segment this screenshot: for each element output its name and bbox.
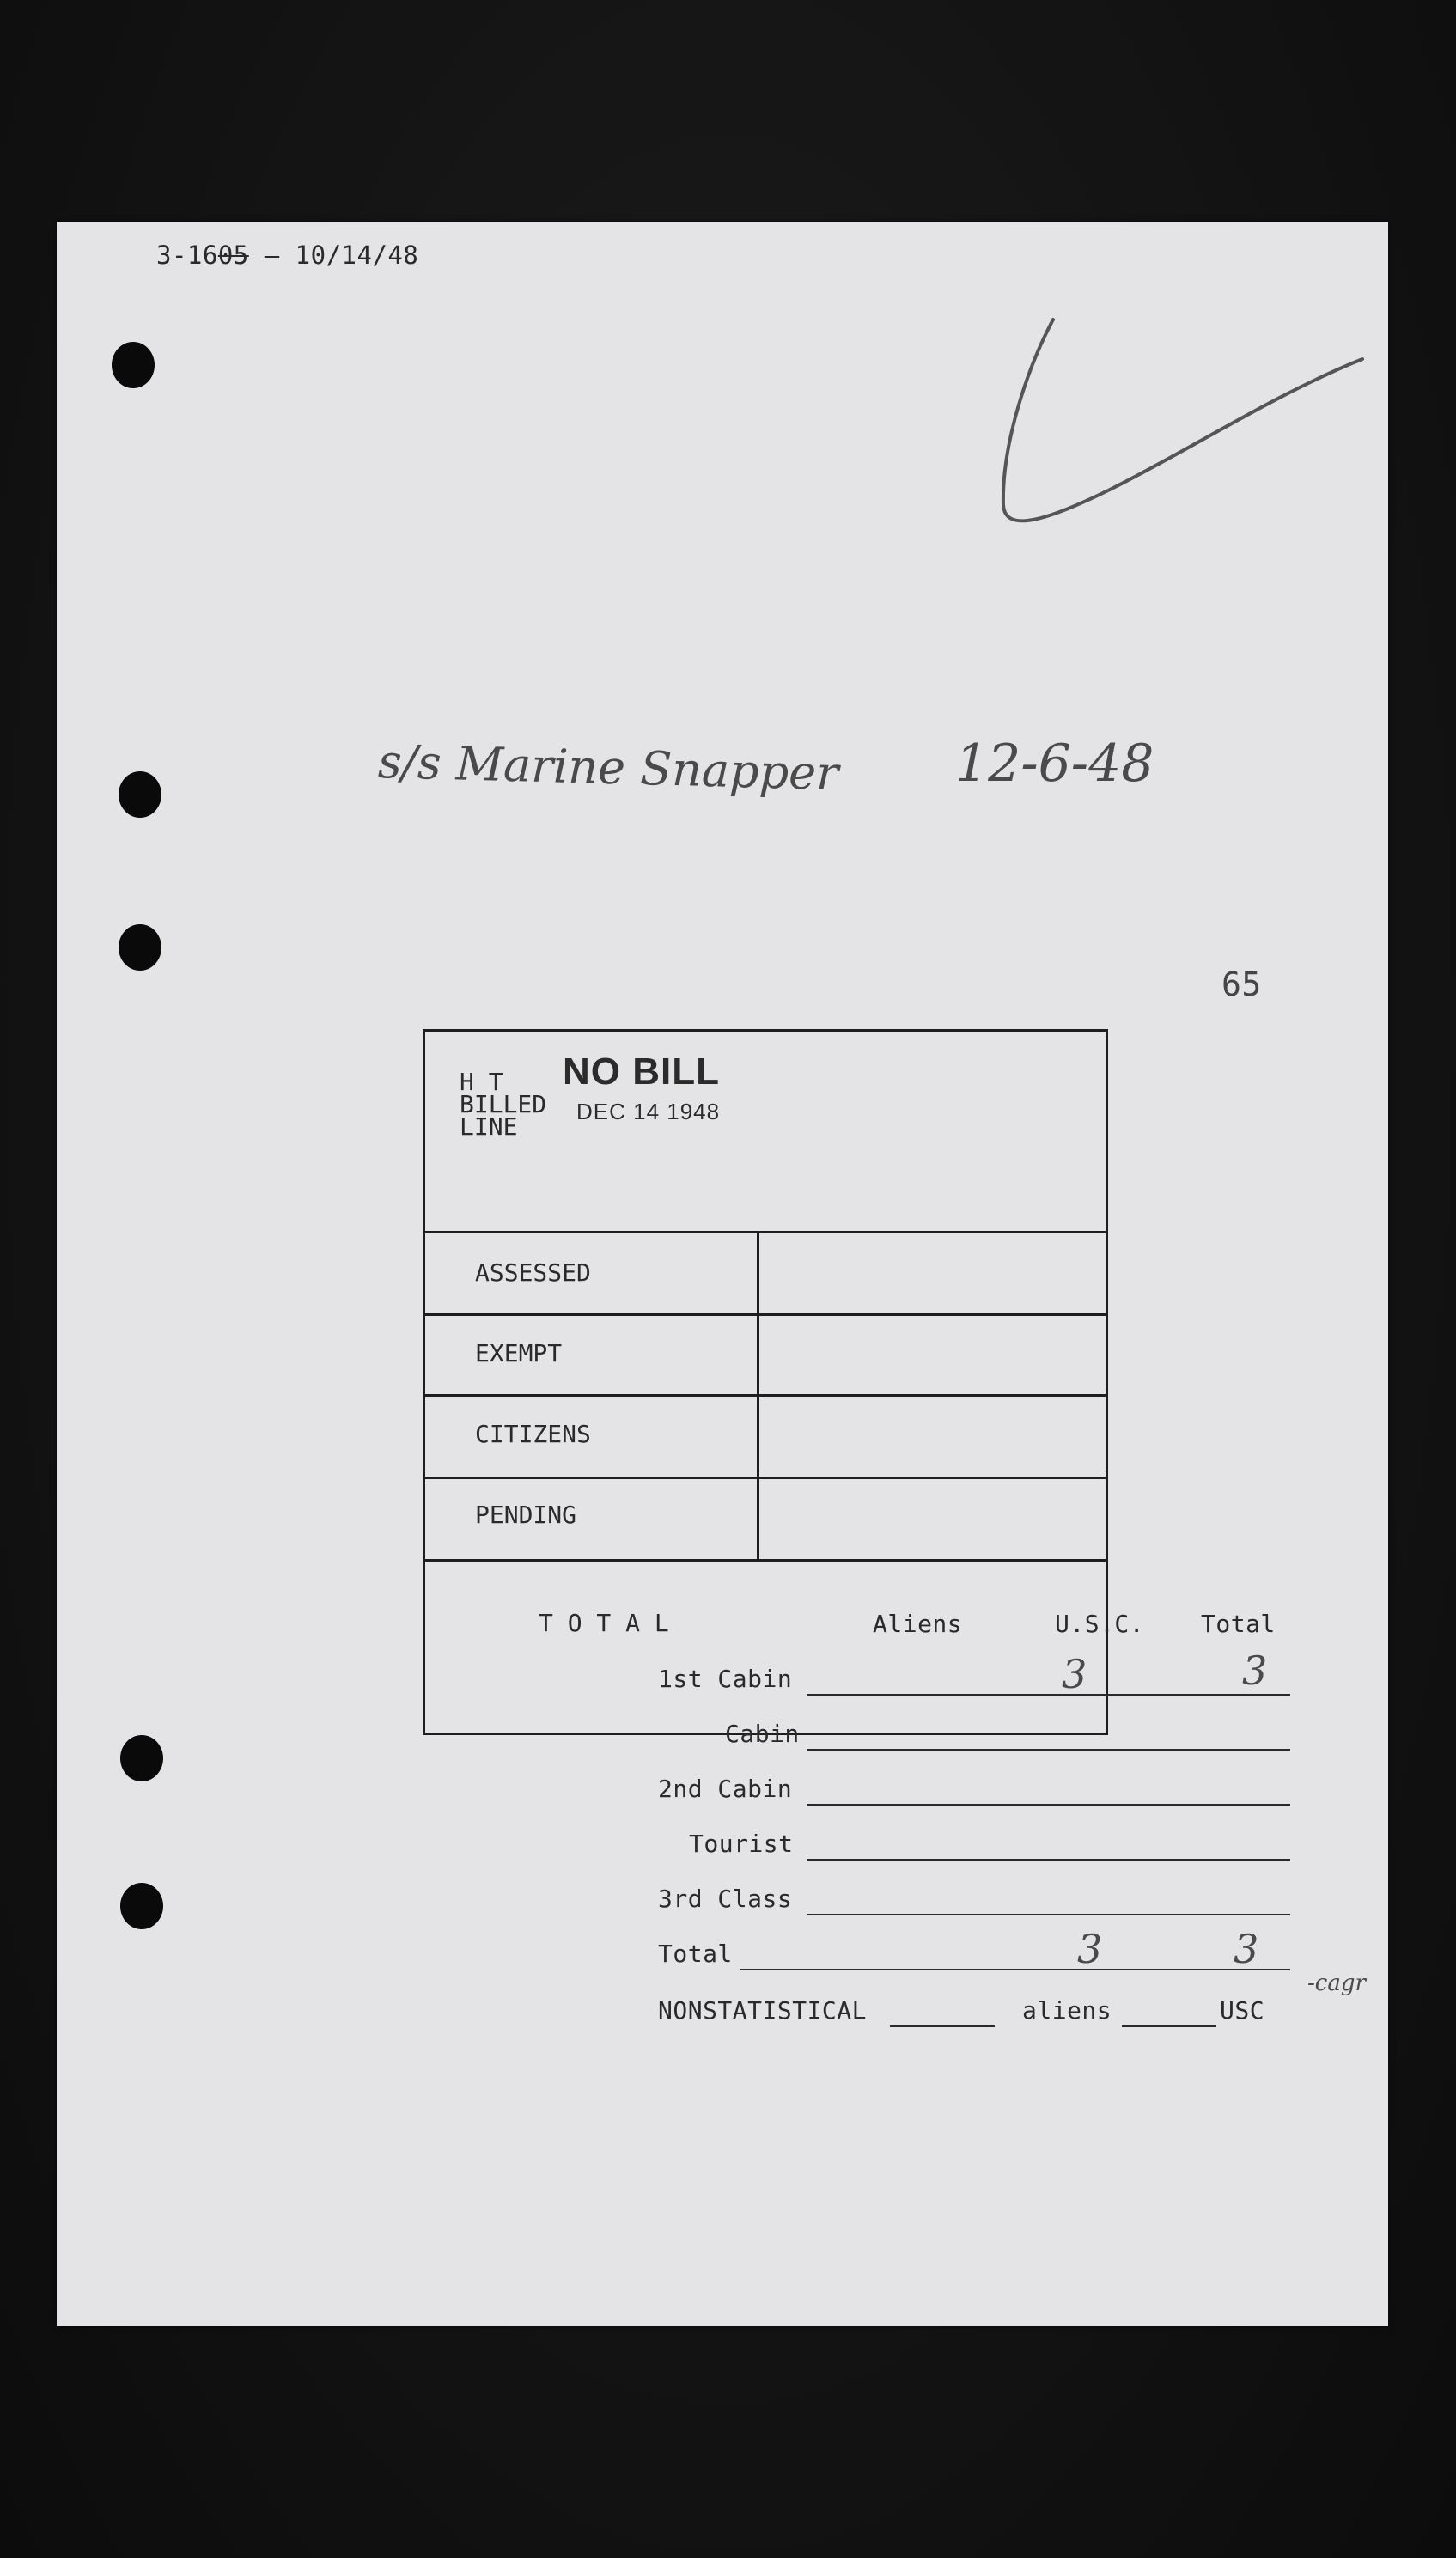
handwritten-date: 12-6-48 [955, 734, 1154, 794]
fill-line [807, 1914, 1290, 1915]
total-label: T O T A L [539, 1609, 669, 1637]
fill-line [807, 1749, 1290, 1751]
divider [425, 1313, 1106, 1316]
row-label: 3rd Class [658, 1885, 793, 1913]
fill-line [807, 1804, 1290, 1806]
punch-hole [119, 924, 161, 971]
row-label: Tourist [689, 1830, 794, 1858]
punch-hole [119, 771, 161, 818]
row-exempt-label: EXEMPT [475, 1339, 563, 1367]
punch-hole [120, 1883, 163, 1929]
row-label: Cabin [725, 1720, 800, 1748]
divider [425, 1394, 1106, 1397]
page-number: 65 [1221, 965, 1262, 1003]
row-assessed-label: ASSESSED [475, 1258, 591, 1287]
check-mark-icon [993, 308, 1371, 531]
nonstat-usc: USC [1220, 1996, 1265, 2025]
header-ht: H T [460, 1068, 503, 1096]
row-usc: 3 [1062, 1651, 1087, 1697]
form-date: — 10/14/48 [248, 241, 419, 270]
handwritten-vessel: s/s Marine Snapper [377, 734, 839, 801]
row-total: 3 [1242, 1647, 1268, 1694]
row-label: 1st Cabin [658, 1665, 793, 1693]
col-aliens: Aliens [873, 1610, 963, 1638]
no-bill-stamp: NO BILL [563, 1051, 720, 1093]
col-usc: U.S.C. [1055, 1610, 1145, 1638]
nonstat-label: NONSTATISTICAL [658, 1996, 868, 2025]
row-label: 2nd Cabin [658, 1775, 793, 1803]
column-divider [757, 1231, 759, 1559]
row-label: Total [658, 1940, 733, 1968]
fill-line [740, 1969, 1290, 1970]
stamp-date: DEC 14 1948 [576, 1099, 721, 1124]
document-page [57, 222, 1388, 2326]
header-billed: BILLED [460, 1090, 547, 1118]
fill-line [1122, 2025, 1216, 2027]
header-line: LINE [460, 1112, 518, 1141]
divider [425, 1559, 1106, 1562]
col-total: Total [1201, 1610, 1276, 1638]
row-citizens-label: CITIZENS [475, 1420, 591, 1448]
row-usc: 3 [1077, 1926, 1103, 1972]
row-total: 3 [1234, 1926, 1259, 1972]
fill-line [890, 2025, 995, 2027]
billing-box [423, 1029, 1108, 1735]
punch-hole [112, 342, 155, 388]
fill-line [807, 1694, 1290, 1696]
row-pending-label: PENDING [475, 1501, 577, 1529]
form-number [156, 241, 418, 270]
punch-hole [120, 1735, 163, 1781]
divider [425, 1477, 1106, 1479]
divider [425, 1231, 1106, 1233]
form-number-text: 3-16 [156, 241, 218, 270]
margin-initials: -cagr [1307, 1970, 1366, 1996]
form-number-struck: 05 [217, 241, 249, 270]
fill-line [807, 1859, 1290, 1861]
nonstat-aliens: aliens [1022, 1996, 1112, 2025]
